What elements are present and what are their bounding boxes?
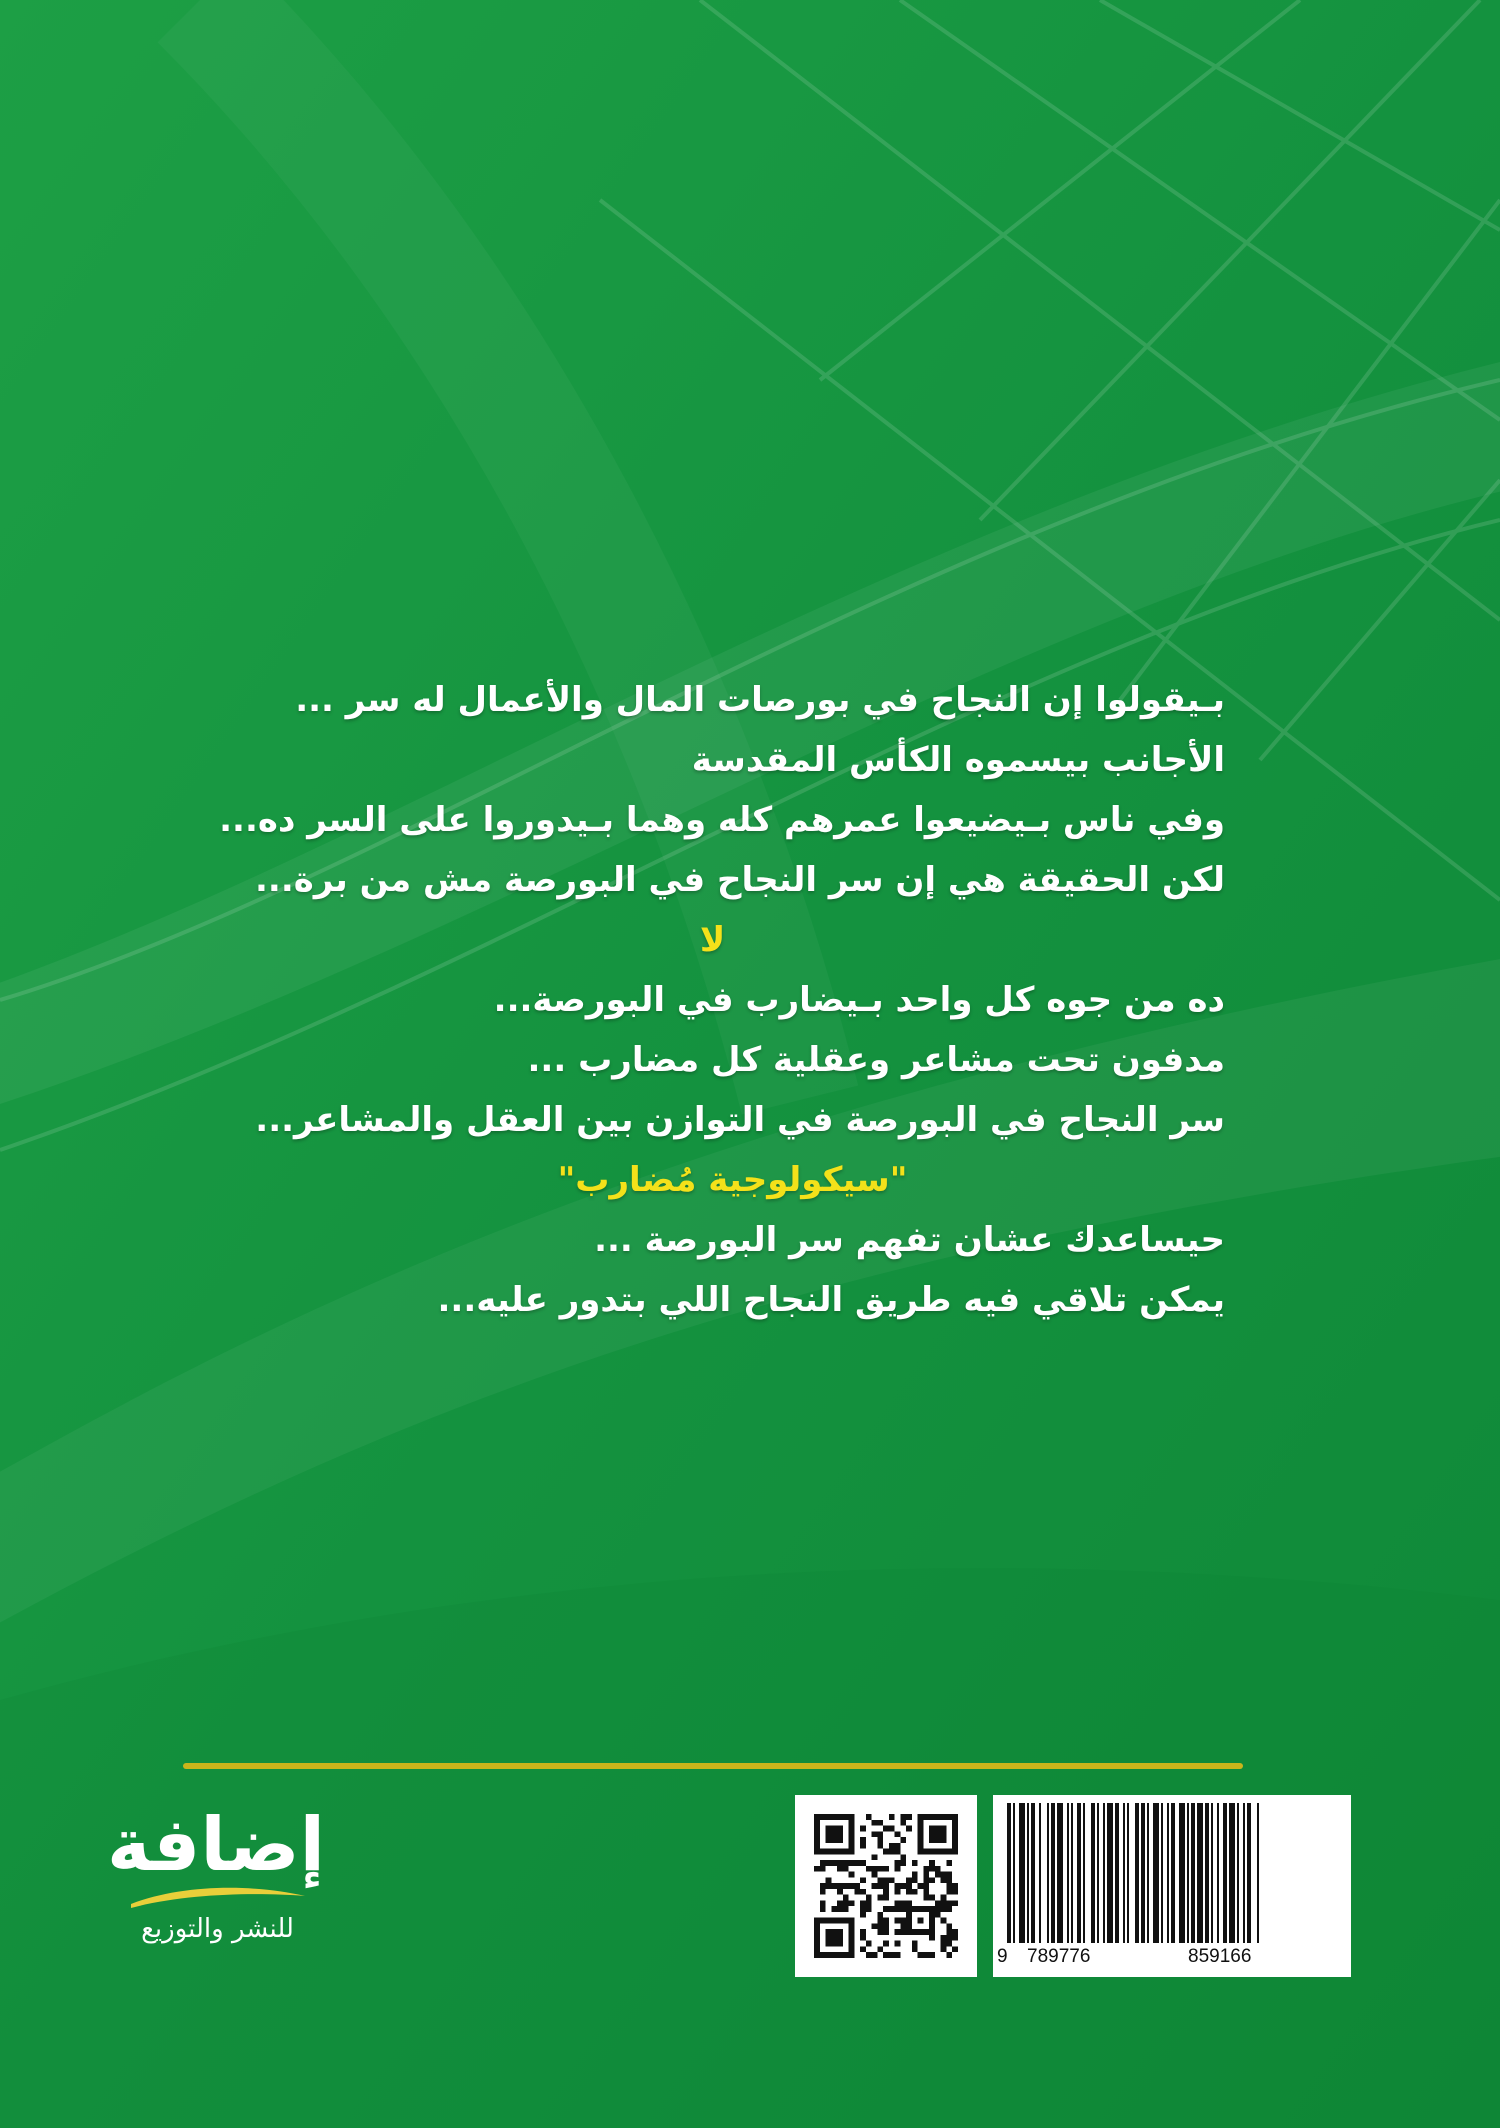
gold-divider bbox=[183, 1763, 1243, 1769]
publisher-tagline: للنشر والتوزيع bbox=[141, 1914, 294, 1944]
blurb-line: الأجانب بيسموه الكأس المقدسة bbox=[691, 740, 1225, 780]
isbn-barcode bbox=[993, 1795, 1351, 1977]
blurb-line: مدفون تحت مشاعر وعقلية كل مضارب ... bbox=[527, 1040, 1225, 1080]
blurb-line: لكن الحقيقة هي إن سر النجاح في البورصة مش من برة... bbox=[255, 860, 1225, 900]
publisher-name: إضافة bbox=[107, 1802, 325, 1888]
isbn-prefix: 9 bbox=[997, 1946, 1008, 1967]
blurb-line: حيساعدك عشان تفهم سر البورصة ... bbox=[594, 1220, 1225, 1260]
back-cover-blurb bbox=[219, 670, 1225, 1330]
isbn-group-2: 859166 bbox=[1188, 1946, 1252, 1967]
blurb-line: وفي ناس بـيضيعوا عمرهم كله وهما بـيدوروا على السر ده... bbox=[219, 800, 1225, 840]
book-title-highlight: "سيكولوجية مُضارب" bbox=[557, 1160, 908, 1200]
qr-code-icon bbox=[814, 1814, 958, 1958]
blurb-no-highlight: لا bbox=[699, 920, 726, 960]
blurb-line: سر النجاح في البورصة في التوازن بين العقل والمشاعر... bbox=[255, 1100, 1225, 1140]
blurb-line: ده من جوه كل واحد بـيضارب في البورصة... bbox=[493, 980, 1225, 1020]
blurb-line: يمكن تلاقي فيه طريق النجاح اللي بتدور عليه... bbox=[437, 1280, 1225, 1320]
isbn-group-1: 789776 bbox=[1027, 1946, 1091, 1967]
blurb-line: بـيقولوا إن النجاح في بورصات المال والأعمال له سر ... bbox=[295, 680, 1225, 720]
isbn-number bbox=[993, 1946, 1351, 1970]
publisher-logo bbox=[107, 1800, 325, 1990]
barcode-icon bbox=[993, 1795, 1351, 1945]
qr-code bbox=[795, 1795, 977, 1977]
